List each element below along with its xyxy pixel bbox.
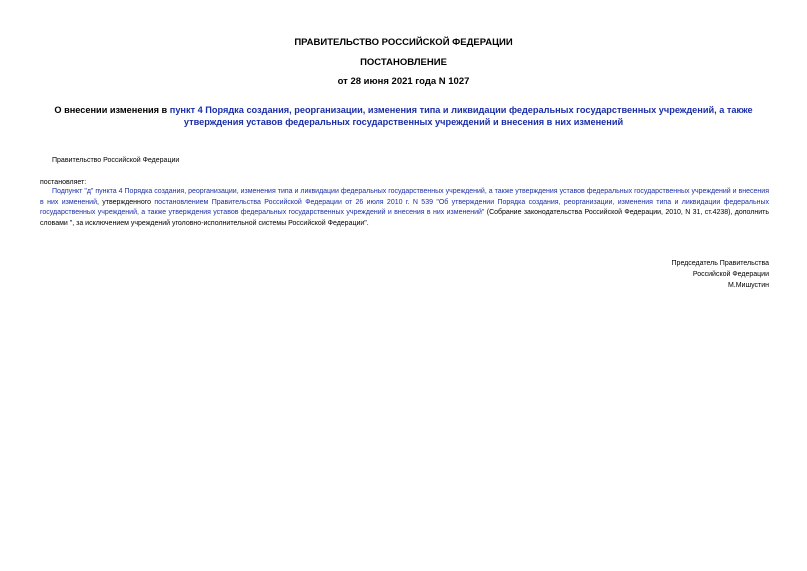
subject-link[interactable]: пункт 4 Порядка создания, реорганизации, изменения типа и ликвидации федеральных государственных учреждений, а также утверждения уставов федеральных государственных учреждений и внесения в них изменений — [169, 105, 753, 127]
date-number-heading: от 28 июня 2021 года N 1027 — [337, 76, 470, 87]
signature-name: М.Мишустин — [727, 282, 769, 289]
government-label: Правительство Российской Федерации — [52, 157, 180, 164]
resolution-link[interactable]: постановлением Правительства Российской Федерации от 26 июля 2010 г. N 539 "Об утверждении Порядка создания, реорганизации, изменения типа и ликвидации федеральных государственных учреждений, а также утверждения уставов федеральных государственных учреждений и внесения в них изменений" — [40, 198, 769, 217]
subject-prefix: О внесении изменения в — [54, 105, 170, 115]
document-subject — [40, 104, 767, 128]
paragraph-text-2: (Собрание законодательства Российской Федерации, 2010, N 31, ст.4238), дополнить словами ", за исключением учреждений уголовно-исполнительной системы Российской Федерации". — [40, 209, 769, 227]
subparagraph-link[interactable]: Подпункт "д" пункта 4 Порядка создания, реорганизации, изменения типа и ликвидации федеральных государственных учреждений, а также утверждения уставов федеральных государственных учреждений и внесения в них изменений — [40, 188, 769, 206]
document-type-heading: ПОСТАНОВЛЕНИЕ — [360, 57, 447, 68]
signature-org: Российской Федерации — [692, 271, 769, 278]
government-heading: ПРАВИТЕЛЬСТВО РОССИЙСКОЙ ФЕДЕРАЦИИ — [294, 37, 513, 48]
paragraph-text-1: , утвержденного — [97, 198, 155, 206]
decree-paragraph — [40, 187, 769, 229]
decrees-label: постановляет: — [40, 179, 87, 186]
signature-title: Председатель Правительства — [671, 260, 769, 267]
